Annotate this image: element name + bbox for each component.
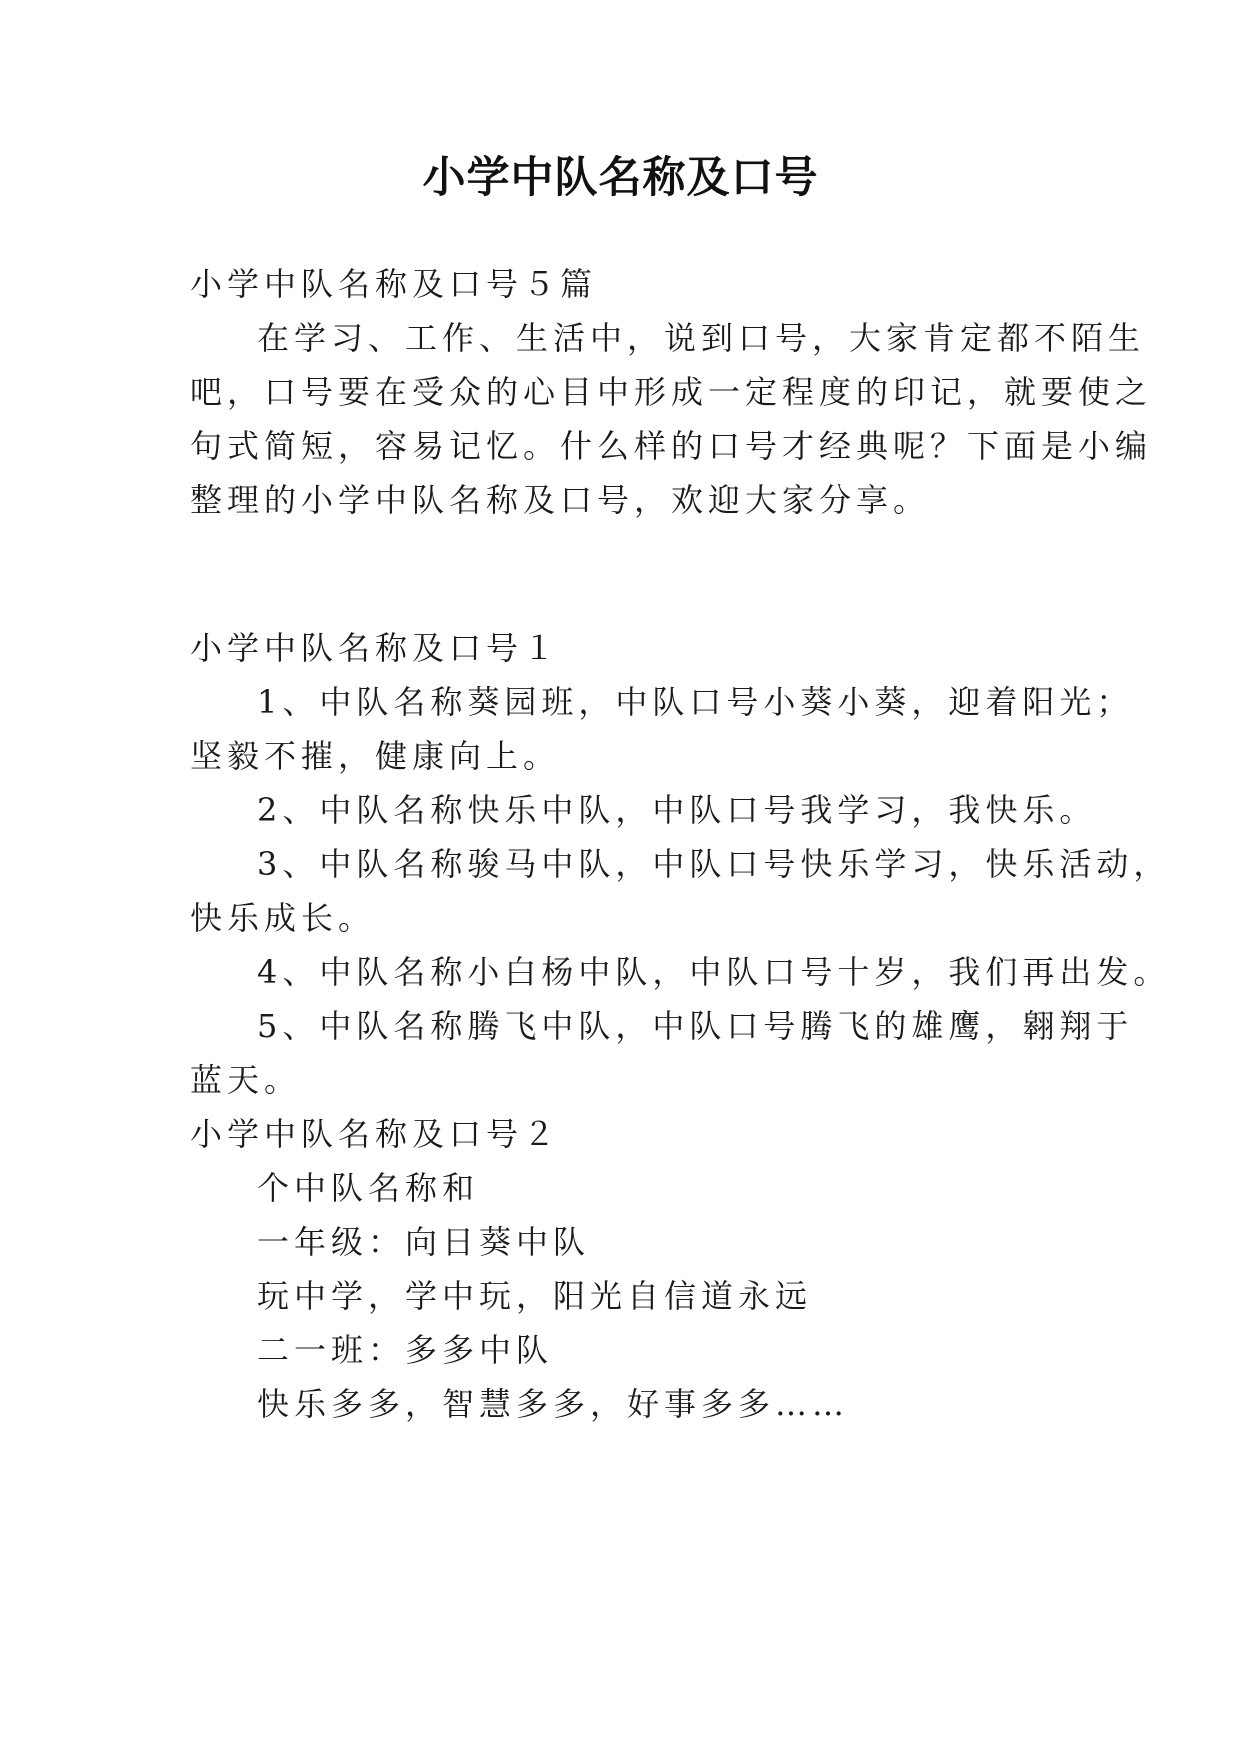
intro-heading: 小学中队名称及口号５篇: [190, 265, 598, 303]
intro-paragraph-line: 吧，口号要在受众的心目中形成一定程度的印记，就要使之: [190, 373, 1153, 411]
paragraph-line: 快乐多多，智慧多多，好事多多……: [257, 1385, 850, 1423]
document-title: 小学中队名称及口号: [422, 153, 819, 203]
list-item: 5、中队名称腾飞中队，中队口号腾飞的雄鹰，翱翔于: [257, 1007, 1134, 1045]
intro-paragraph-line: 在学习、工作、生活中，说到口号，大家肯定都不陌生: [257, 319, 1146, 357]
intro-paragraph-line: 整理的小学中队名称及口号，欢迎大家分享。: [190, 481, 931, 519]
intro-paragraph-line: 句式简短，容易记忆。什么样的口号才经典呢？下面是小编: [190, 427, 1153, 465]
list-item: 3、中队名称骏马中队，中队口号快乐学习，快乐活动，: [257, 845, 1171, 883]
paragraph-line: 二一班：多多中队: [257, 1331, 554, 1369]
list-item-continuation: 坚毅不摧，健康向上。: [190, 737, 561, 775]
list-item: 2、中队名称快乐中队，中队口号我学习，我快乐。: [257, 791, 1097, 829]
list-item-continuation: 快乐成长。: [190, 899, 376, 937]
list-item: 4、中队名称小白杨中队，中队口号十岁，我们再出发。: [257, 953, 1171, 991]
list-item-continuation: 蓝天。: [190, 1061, 302, 1099]
section-heading: 小学中队名称及口号２: [190, 1115, 561, 1153]
paragraph-line: 个中队名称和: [257, 1169, 480, 1207]
paragraph-line: 一年级：向日葵中队: [257, 1223, 591, 1261]
section-heading: 小学中队名称及口号１: [190, 629, 561, 667]
paragraph-line: 玩中学，学中玩，阳光自信道永远: [257, 1277, 813, 1315]
list-item: 1、中队名称葵园班，中队口号小葵小葵，迎着阳光；: [257, 683, 1134, 721]
